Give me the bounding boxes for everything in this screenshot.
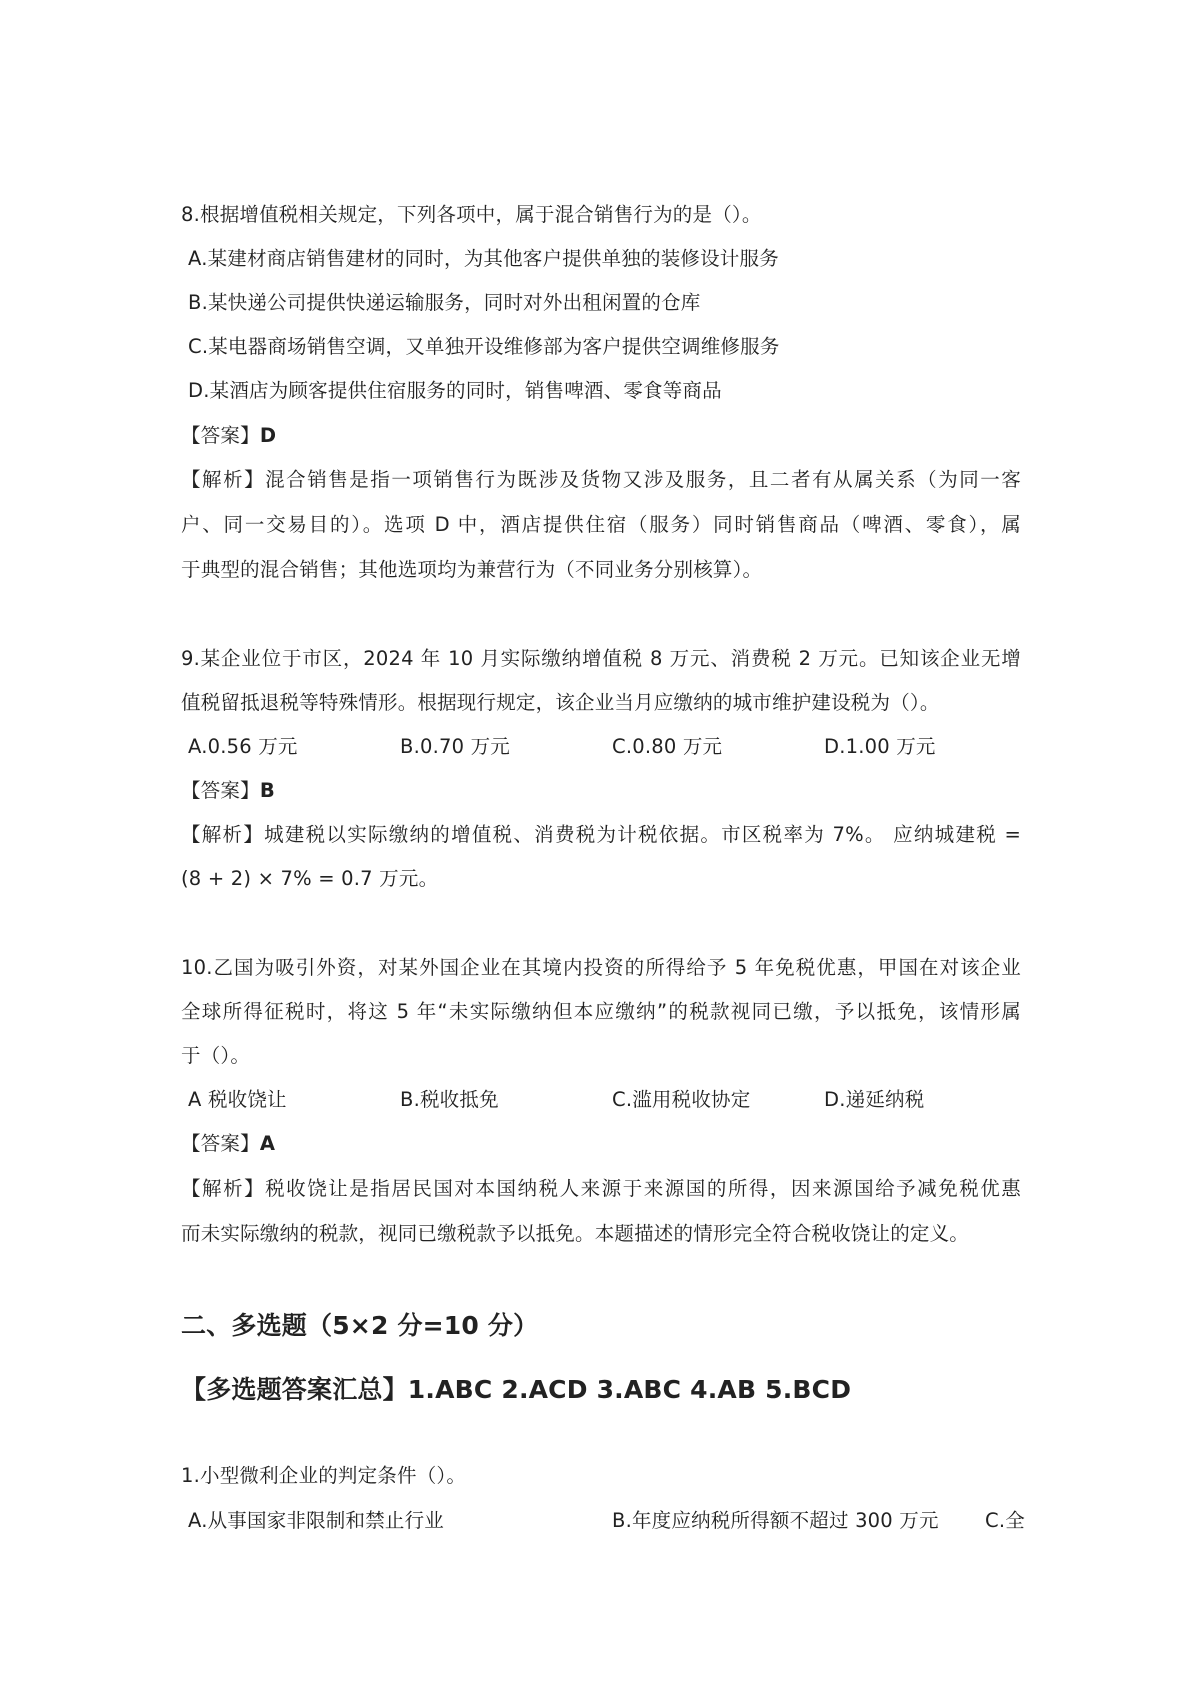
q8-analysis-line-2: 户、同一交易目的）。选项 D 中，酒店提供住宿（服务）同时销售商品（啤酒、零食），属 <box>181 513 1021 536</box>
q9-answer <box>181 776 275 806</box>
mq1-option-a: A.从事国家非限制和禁止行业 <box>188 1509 444 1532</box>
q9-stem-line-2: 值税留抵退税等特殊情形。根据现行规定，该企业当月应缴纳的城市维护建设税为（）。 <box>181 691 940 714</box>
q10-stem-line-2: 全球所得征税时，将这 5 年“未实际缴纳但本应缴纳”的税款视同已缴，予以抵免，该情形属 <box>181 1000 1021 1023</box>
analysis-label: 【解析】 <box>181 468 266 491</box>
q9-stem-line-1: 9.某企业位于市区，2024 年 10 月实际缴纳增值税 8 万元、消费税 2 万元。已知该企业无增 <box>181 647 1021 670</box>
q9-option-d: D.1.00 万元 <box>824 735 936 758</box>
q9-analysis-line-1: 【解析】城建税以实际缴纳的增值税、消费税为计税依据。市区税率为 7%。 应纳城建税 = <box>181 823 1022 846</box>
q10-option-d: D.递延纳税 <box>824 1088 925 1111</box>
q8-stem: 8.根据增值税相关规定，下列各项中，属于混合销售行为的是（）。 <box>181 203 762 226</box>
answer-label: 【答案】 <box>181 424 260 447</box>
q8-option-d: D.某酒店为顾客提供住宿服务的同时，销售啤酒、零食等商品 <box>188 379 722 402</box>
q10-option-b: B.税收抵免 <box>400 1088 499 1111</box>
q9-analysis-line-2: (8 + 2) × 7% = 0.7 万元。 <box>181 867 439 890</box>
q8-option-c: C.某电器商场销售空调，又单独开设维修部为客户提供空调维修服务 <box>188 335 780 358</box>
q9-option-a: A.0.56 万元 <box>188 735 298 758</box>
q8-answer <box>181 421 276 451</box>
q10-option-c: C.滥用税收协定 <box>612 1088 751 1111</box>
q8-option-a: A.某建材商店销售建材的同时，为其他客户提供单独的装修设计服务 <box>188 247 779 270</box>
q9-option-b: B.0.70 万元 <box>400 735 510 758</box>
q10-stem-line-1: 10.乙国为吸引外资，对某外国企业在其境内投资的所得给予 5 年免税优惠，甲国在对该企业 <box>181 956 1021 979</box>
section-heading: 二、多选题（5×2 分=10 分） <box>181 1311 539 1340</box>
answer-label: 【答案】 <box>181 779 260 802</box>
q10-analysis-line-1: 【解析】税收饶让是指居民国对本国纳税人来源于来源国的所得，因来源国给予减免税优惠 <box>181 1177 1021 1200</box>
q8-analysis-line-3: 于典型的混合销售；其他选项均为兼营行为（不同业务分别核算）。 <box>181 558 763 581</box>
answer-label: 【答案】 <box>181 1132 260 1155</box>
answer-value: D <box>259 424 277 447</box>
q8-analysis-line-1: 【解析】混合销售是指一项销售行为既涉及货物又涉及服务，且二者有从属关系（为同一客 <box>181 468 1021 491</box>
mq1-option-b: B.年度应纳税所得额不超过 300 万元 <box>612 1509 939 1532</box>
q9-option-c: C.0.80 万元 <box>612 735 723 758</box>
mq1-stem: 1.小型微利企业的判定条件（）。 <box>181 1464 467 1487</box>
answer-value: A <box>259 1132 276 1155</box>
answer-value: B <box>259 779 275 802</box>
q10-stem-line-3: 于（）。 <box>181 1044 251 1067</box>
q10-analysis-line-2: 而未实际缴纳的税款，视同已缴税款予以抵免。本题描述的情形完全符合税收饶让的定义。 <box>181 1222 970 1245</box>
analysis-label: 【解析】 <box>181 823 265 846</box>
q8-option-b: B.某快递公司提供快递运输服务，同时对外出租闲置的仓库 <box>188 291 701 314</box>
mq1-option-c: C.全 <box>985 1509 1025 1532</box>
analysis-label: 【解析】 <box>181 1177 266 1200</box>
q10-answer <box>181 1129 275 1159</box>
q10-option-a: A 税收饶让 <box>188 1088 287 1111</box>
answer-summary: 【多选题答案汇总】1.ABC 2.ACD 3.ABC 4.AB 5.BCD <box>181 1375 852 1404</box>
